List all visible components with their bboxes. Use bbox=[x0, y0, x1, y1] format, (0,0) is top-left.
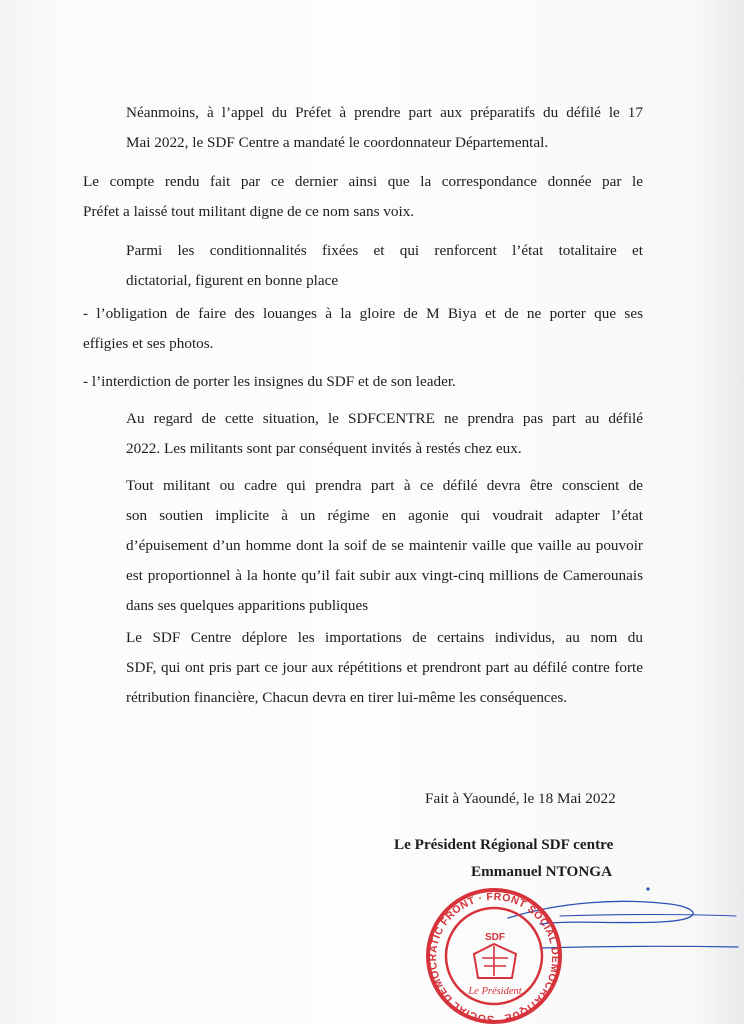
svg-text:SDF: SDF bbox=[485, 932, 505, 943]
paragraph-line: Le compte rendu fait par ce dernier ainsi que la correspondance donnée par le bbox=[83, 173, 643, 190]
paragraph-1 bbox=[83, 98, 643, 158]
paragraph-line: effigies et ses photos. bbox=[83, 335, 214, 352]
paragraph-2 bbox=[83, 167, 643, 227]
paragraph-line: d’épuisement d’un homme dont la soif de se maintenir vaille que vaille au pouvoir bbox=[126, 537, 643, 554]
paragraph-3 bbox=[83, 236, 643, 296]
paragraph-line: Préfet a laissé tout militant digne de ce nom sans voix. bbox=[83, 203, 415, 220]
official-stamp bbox=[422, 884, 567, 1024]
signatory-title: Le Président Régional SDF centre bbox=[394, 836, 614, 853]
paragraph-line: rétribution financière, Chacun devra en tirer lui-même les conséquences. bbox=[126, 689, 568, 706]
paragraph-8 bbox=[83, 623, 643, 713]
signatory-name: Emmanuel NTONGA bbox=[471, 863, 613, 880]
paragraph-line: Tout militant ou cadre qui prendra part à ce défilé devra être conscient de bbox=[126, 477, 643, 494]
paragraph-line: 2022. Les militants sont par conséquent invités à restés chez eux. bbox=[126, 440, 522, 457]
paragraph-5 bbox=[83, 367, 643, 397]
paragraph-line: Parmi les conditionnalités fixées et qui renforcent l’état totalitaire et bbox=[126, 242, 643, 259]
paragraph-line: SDF, qui ont pris part ce jour aux répétitions et prendront part au défilé contre forte bbox=[126, 659, 643, 676]
svg-text:SOCIAL DEMOCRATIC FRONT · FRON: SOCIAL DEMOCRATIC FRONT · FRONT SOCIAL DÉMOCRATIQUE bbox=[427, 890, 562, 1024]
paragraph-line: son soutien implicite à un régime en agonie qui voudrait adapter l’état bbox=[126, 507, 643, 524]
paragraph-line: Au regard de cette situation, le SDFCENTRE ne prendra pas part au défilé bbox=[126, 410, 643, 427]
place-date: Fait à Yaoundé, le 18 Mai 2022 bbox=[425, 790, 616, 807]
paragraph-line: dictatorial, figurent en bonne place bbox=[126, 272, 339, 289]
paragraph-line: dans ses quelques apparitions publiques bbox=[126, 597, 369, 614]
paragraph-line: Néanmoins, à l’appel du Préfet à prendre part aux préparatifs du défilé le 17 bbox=[126, 104, 643, 121]
paragraph-6 bbox=[83, 404, 643, 464]
paragraph-4 bbox=[83, 299, 643, 359]
svg-text:Le Président: Le Président bbox=[468, 986, 522, 997]
paragraph-line: - l’obligation de faire des louanges à la gloire de M Biya et de ne porter que ses bbox=[83, 305, 643, 322]
paragraph-line: - l’interdiction de porter les insignes du SDF et de son leader. bbox=[83, 373, 456, 390]
paragraph-7 bbox=[83, 471, 643, 621]
paragraph-line: Le SDF Centre déplore les importations de certains individus, au nom du bbox=[126, 629, 643, 646]
paragraph-line: Mai 2022, le SDF Centre a mandaté le coordonnateur Départemental. bbox=[126, 134, 549, 151]
paragraph-line: est proportionnel à la honte qu’il fait subir aux vingt-cinq millions de Camerounais bbox=[126, 567, 643, 584]
